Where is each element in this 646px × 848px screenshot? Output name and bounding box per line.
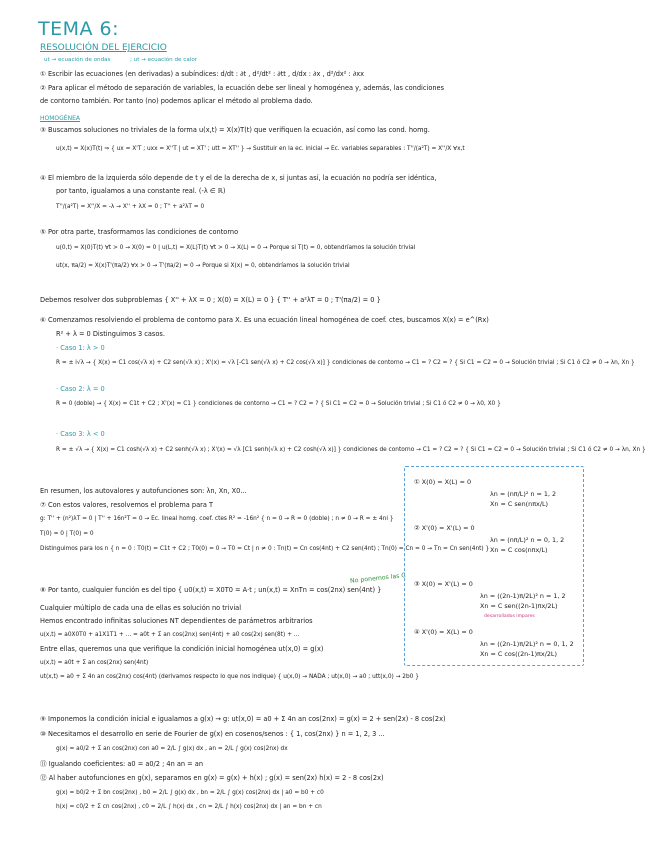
text-line: u(0,t) = X(0)T(t) ∀t > 0 → X(0) = 0 | u(L,t) = X(L)T(t) ∀t > 0 → X(L) = 0 → Porque si T(t) = 0, obtendríamos la solución trivial <box>56 245 416 251</box>
panel-number: ① <box>414 478 420 486</box>
text-line: por tanto, igualamos a una constante real. (-λ ∈ ℝ) <box>56 187 226 195</box>
text-line: h(x) = c0/2 + Σ cn cos(2nx) , c0 = 2/L ∫ h(x) dx , cn = 2/L ∫ h(x) cos(2nx) dx | an = bn + cn <box>56 804 322 810</box>
text-line: ⑤ Por otra parte, trasformamos las condiciones de contorno <box>40 228 239 236</box>
panel-eigenvalue: λn = ((2n-1)π/2L)² n = 0, 1, 2 <box>480 640 574 648</box>
text-line: Entre ellas, queremos una que verifique la condición inicial homogénea ut(x,0) = g(x) <box>40 645 324 653</box>
panel-eigenvalue: λn = (nπ/L)² n = 0, 1, 2 <box>490 536 565 544</box>
text-line: R = ± √λ → { X(x) = C1 cosh(√λ x) + C2 senh(√λ x) ; X'(x) = √λ [C1 senh(√λ x) + C2 cosh(√λ x)] } condiciones de contorno → C1 = ? C2 = ? { Si C1 = C2 = 0 → Solución trivial ; Si C1 ó C2 ≠ 0 → λn, Xn } <box>56 447 646 453</box>
note-wave: ut → ecuación de ondas <box>44 57 111 63</box>
panel-number: ② <box>414 524 420 532</box>
text-line: u(x,t) = a0X0T0 + a1X1T1 + ... = a0t + Σ an cos(2nx) sen(4nt) + a0 cos(2x) sen(8t) + ... <box>40 632 300 638</box>
text-line: ④ El miembro de la izquierda sólo depende de t y el de la derecha de x, si juntas así, la ecuación no podría ser idéntica, <box>40 174 437 182</box>
text-line: T(0) = 0 | T(0) = 0 <box>40 531 94 537</box>
text-line: g(x) = b0/2 + Σ bn cos(2nx) , b0 = 2/L ∫ g(x) dx , bn = 2/L ∫ g(x) cos(2nx) dx | a0 = b0 + c0 <box>56 790 324 796</box>
text-line: Cualquier múltiplo de cada una de ellas es solución no trivial <box>40 604 242 612</box>
text-line: ⑫ Al haber autofunciones en g(x), separamos en g(x) = g(x) + h(x) ; g(x) = sen(2x) h(x) = 2 - 8 cos(2x) <box>40 774 384 782</box>
case-label: · Caso 3: λ < 0 <box>56 430 105 438</box>
panel-item <box>414 524 475 532</box>
green-note: No ponemos las C <box>349 572 407 585</box>
text-line: ⑥ Comenzamos resolviendo el problema de contorno para X. Es una ecuación lineal homogénea de coef. ctes, buscamos X(x) = e^(Rx) <box>40 316 489 324</box>
text-line: Debemos resolver dos subproblemas { X'' + λX = 0 ; X(0) = X(L) = 0 } { T'' + a²λT = 0 ; T'(πa/2) = 0 } <box>40 296 381 304</box>
panel-eigenvalue: λn = ((2n-1)π/2L)² n = 1, 2 <box>480 592 566 600</box>
case-label: · Caso 2: λ = 0 <box>56 385 105 393</box>
panel-number: ③ <box>414 580 420 588</box>
panel-condition: X(0) = X(L) = 0 <box>421 478 472 486</box>
text-line: T''/(a²T) = X''/X = -λ → X'' + λX = 0 ; T'' + a²λT = 0 <box>56 204 205 210</box>
text-line: ⑧ Por tanto, cualquier función es del tipo { u0(x,t) = X0T0 = A·t ; un(x,t) = XnTn = cos(2nx) sen(4nt) } <box>40 586 382 594</box>
text-line: ① Escribir las ecuaciones (en derivadas) a subíndices: d/dt : ∂t , d²/dt² : ∂tt , d/dx : ∂x , d²/dx² : ∂xx <box>40 70 365 78</box>
panel-eigenfunction: Xn = C cos((2n-1)πx/2L) <box>480 650 557 658</box>
text-line: u(x,t) = X(x)T(t) ⇒ { ux = X'T ; uxx = X''T | ut = XT' ; utt = XT'' } → Sustituir en la ec. inicial → Ec. variables separables : T''/(a²T) = X''/X ∀x,t <box>56 146 465 152</box>
text-line: R = ± i√λ → { X(x) = C1 cos(√λ x) + C2 sen(√λ x) ; X'(x) = √λ [-C1 sen(√λ x) + C2 cos(√λ x)] } condiciones de contorno → C1 = ? C2 = ? { Si C1 = C2 = 0 → Solución trivial ; Si C1 ó C2 ≠ 0 → λn, Xn } <box>56 360 635 366</box>
panel-item <box>414 478 471 486</box>
page-subtitle: RESOLUCIÓN DEL EJERCICIO <box>40 43 167 53</box>
text-line: de contorno también. Por tanto (no) podemos aplicar el método al problema dado. <box>40 97 313 105</box>
text-line: ⑩ Necesitamos el desarrollo en serie de Fourier de g(x) en cosenos/senos : { 1, cos(2nx) } n = 1, 2, 3 ... <box>40 730 385 738</box>
pink-note: desarrollados impares <box>484 614 535 619</box>
text-line: u(x,t) = a0t + Σ an cos(2nx) sen(4nt) <box>40 660 149 666</box>
text-line: ② Para aplicar el método de separación de variables, la ecuación debe ser lineal y homogénea y, además, las condiciones <box>40 84 445 92</box>
text-line: g: T'' + (n²)λT = 0 | T'' + 16n²T = 0 → Ec. lineal homg. coef. ctes R² = -16n² { n = 0 → R = 0 (doble) ; n ≠ 0 → R = ± 4ni } <box>40 516 394 522</box>
panel-number: ④ <box>414 628 420 636</box>
text-line: ⑦ Con estos valores, resolvemos el problema para T <box>40 501 213 509</box>
text-line: ⑨ Imponemos la condición inicial e igualamos a g(x) → g: ut(x,0) = a0 + Σ 4n an cos(2nx) = g(x) = 2 + sen(2x) - 8 cos(2x) <box>40 715 446 723</box>
panel-eigenfunction: Xn = C sen((2n-1)πx/2L) <box>480 602 558 610</box>
panel-item <box>414 628 473 636</box>
text-line: En resumen, los autovalores y autofunciones son: λn, Xn, X0... <box>40 487 247 495</box>
text-line: R = 0 (doble) → { X(x) = C1t + C2 ; X'(x) = C1 } condiciones de contorno → C1 = ? C2 = ? { Si C1 = C2 = 0 → Solución trivial ; Si C1 ó C2 ≠ 0 → λ0, X0 } <box>56 401 501 407</box>
panel-condition: X'(0) = X'(L) = 0 <box>421 524 475 532</box>
page-title: TEMA 6: <box>38 18 120 40</box>
panel-item <box>414 580 473 588</box>
panel-eigenvalue: λn = (nπ/L)² n = 1, 2 <box>490 490 557 498</box>
text-line: Hemos encontrado infinitas soluciones NT dependientes de parámetros arbitrarios <box>40 617 313 625</box>
text-line: ⑪ Igualando coeficientes: a0 = a0/2 ; 4n an = an <box>40 760 204 768</box>
text-line: ut(x, πa/2) = X(x)T'(πa/2) ∀x > 0 → T'(πa/2) = 0 → Porque si X(x) = 0, obtendríamos la solución trivial <box>56 263 350 269</box>
panel-condition: X(0) = X'(L) = 0 <box>421 580 473 588</box>
text-line: ③ Buscamos soluciones no triviales de la forma u(x,t) = X(x)T(t) que verifiquen la ecuación, así como las cond. homg. <box>40 126 430 134</box>
panel-condition: X'(0) = X(L) = 0 <box>421 628 473 636</box>
text-line: Distinguimos para los n { n = 0 : T0(t) = C1t + C2 ; T0(0) = 0 → T0 = Ct | n ≠ 0 : Tn(t) = Cn cos(4nt) + C2 sen(4nt) ; Tn(0) = Cn = 0 → Tn = Cn sen(4nt) } <box>40 546 490 552</box>
panel-eigenfunction: Xn = C cos(nπx/L) <box>490 546 548 554</box>
text-line: R² + λ = 0 Distinguimos 3 casos. <box>56 330 165 338</box>
case-label: · Caso 1: λ > 0 <box>56 344 105 352</box>
note-heat: ; ut → ecuación de calor <box>130 57 198 63</box>
panel-eigenfunction: Xn = C sen(nπx/L) <box>490 500 549 508</box>
text-line: g(x) = a0/2 + Σ an cos(2nx) con a0 = 2/L ∫ g(x) dx , an = 2/L ∫ g(x) cos(2nx) dx <box>56 746 288 752</box>
homogeneous-label: HOMOGÉNEA <box>40 115 80 122</box>
text-line: ut(x,t) = a0 + Σ 4n an cos(2nx) cos(4nt) (derivamos respecto lo que nos indique) { u(x,0) → NADA ; ut(x,0) → a0 ; utt(x,0) → 2b0 } <box>40 674 419 680</box>
